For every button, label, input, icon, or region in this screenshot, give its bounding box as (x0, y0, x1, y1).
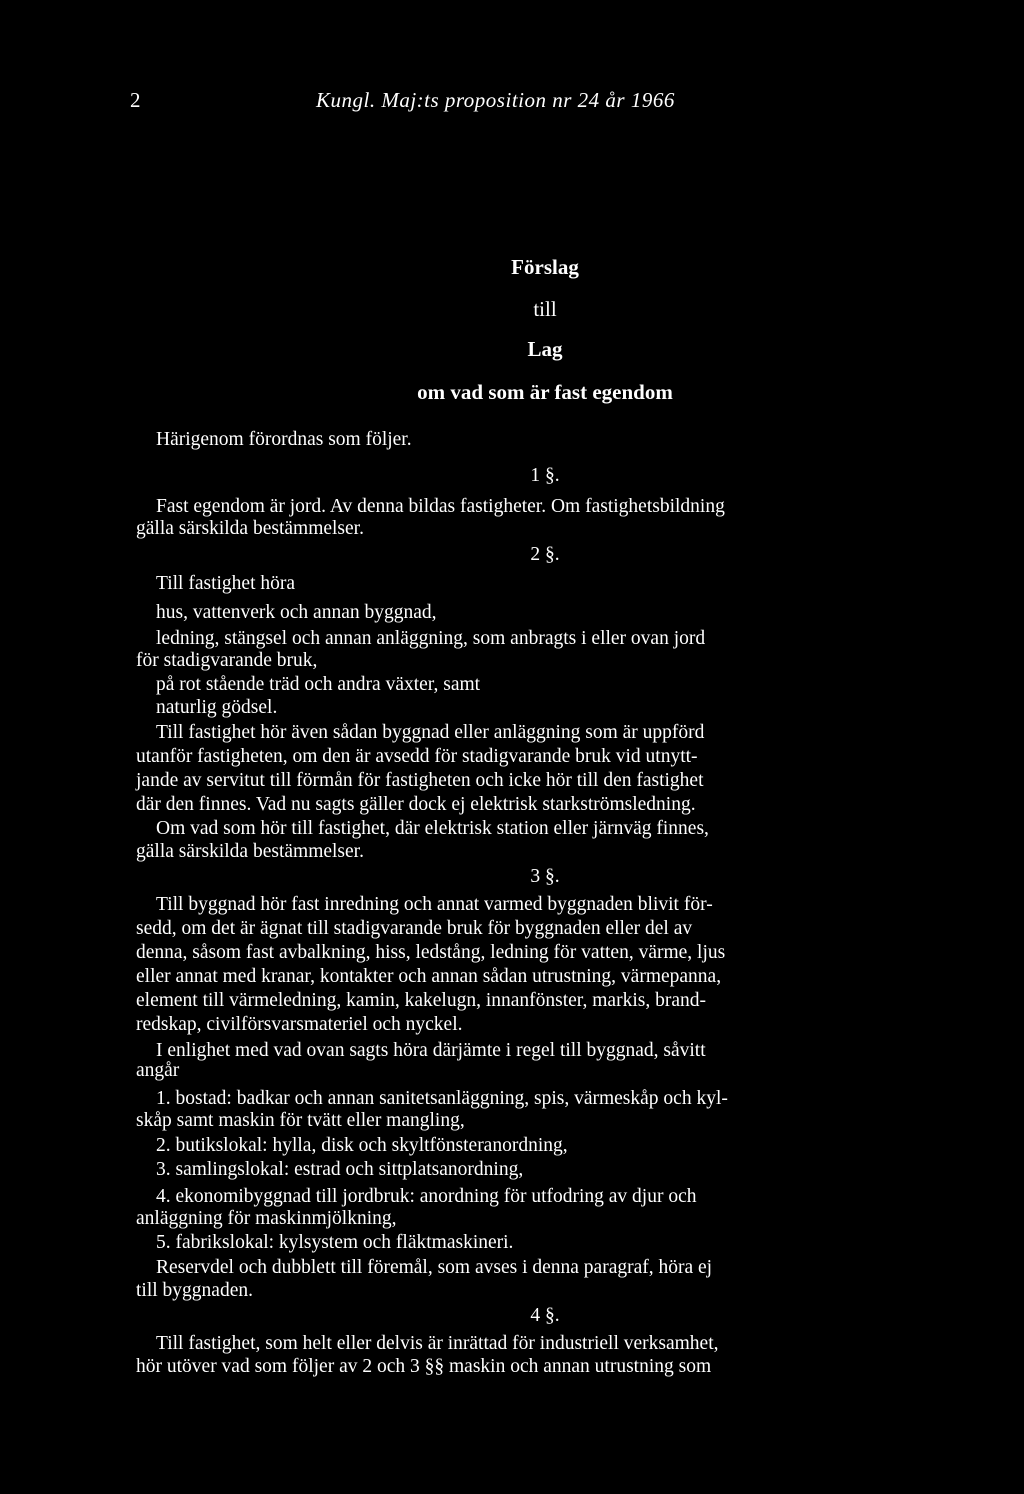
section-2-mark: 2 §. (530, 544, 560, 565)
s2-line: för stadigvarande bruk, (136, 650, 318, 671)
s3-line: sedd, om det är ägnat till stadigvarande bruk för byggnaden eller del av (136, 918, 693, 939)
s1-line: gälla särskilda bestämmelser. (136, 518, 364, 539)
s3-line: denna, såsom fast avbalkning, hiss, ledstång, ledning för vatten, värme, ljus (136, 942, 726, 963)
s2-line: utanför fastigheten, om den är avsedd för stadigvarande bruk vid utnytt- (136, 746, 698, 767)
s3-line: 5. fabrikslokal: kylsystem och fläktmaskineri. (156, 1232, 514, 1253)
s3-line: redskap, civilförsvarsmateriel och nyckel. (136, 1014, 463, 1035)
s2-line: hus, vattenverk och annan byggnad, (156, 602, 437, 623)
s3-line: I enlighet med vad ovan sagts höra därjämte i regel till byggnad, såvitt (156, 1040, 706, 1061)
s4-line: hör utöver vad som följer av 2 och 3 §§ maskin och annan utrustning som (136, 1356, 712, 1377)
s2-line: ledning, stängsel och annan anläggning, som anbragts i eller ovan jord (156, 628, 706, 649)
s3-line: eller annat med kranar, kontakter och annan sådan utrustning, värmepanna, (136, 966, 722, 987)
s2-line: jande av servitut till förmån för fastigheten och icke hör till den fastighet (136, 770, 704, 791)
s2-line: gälla särskilda bestämmelser. (136, 841, 364, 862)
s2-line: Till fastighet hör även sådan byggnad eller anläggning som är uppförd (156, 722, 705, 743)
heading-forslag: Förslag (511, 255, 579, 279)
page-number: 2 (130, 88, 141, 112)
s3-line: skåp samt maskin för tvätt eller mangling, (136, 1110, 465, 1131)
section-4-mark: 4 §. (530, 1305, 560, 1326)
s3-line: element till värmeledning, kamin, kakelugn, innanfönster, markis, brand- (136, 990, 706, 1011)
s1-line: Fast egendom är jord. Av denna bildas fastigheter. Om fastighetsbildning (156, 496, 725, 517)
intro-text: Härigenom förordnas som följer. (156, 429, 412, 450)
s3-line: till byggnaden. (136, 1280, 253, 1301)
s3-line: Till byggnad hör fast inredning och annat varmed byggnaden blivit för- (156, 894, 713, 915)
heading-till: till (533, 297, 557, 321)
s3-line: Reservdel och dubblett till föremål, som avses i denna paragraf, höra ej (156, 1257, 713, 1278)
s2-line: Till fastighet höra (156, 573, 296, 594)
s3-line: 2. butikslokal: hylla, disk och skyltfönsteranordning, (156, 1135, 568, 1156)
section-1-mark: 1 §. (530, 465, 560, 486)
running-header: Kungl. Maj:ts proposition nr 24 år 1966 (316, 88, 675, 112)
heading-lag: Lag (527, 337, 563, 361)
s3-line: 4. ekonomibyggnad till jordbruk: anordning för utfodring av djur och (156, 1186, 697, 1207)
s2-line: där den finnes. Vad nu sagts gäller dock ej elektrisk starkströmsledning. (136, 794, 696, 815)
s2-line: naturlig gödsel. (156, 697, 278, 718)
heading-subject: om vad som är fast egendom (417, 380, 673, 404)
s2-line: Om vad som hör till fastighet, där elektrisk station eller järnväg finnes, (156, 818, 709, 839)
s2-line: på rot stående träd och andra växter, samt (156, 674, 481, 695)
s3-line: 3. samlingslokal: estrad och sittplatsanordning, (156, 1159, 524, 1180)
s3-line: 1. bostad: badkar och annan sanitetsanläggning, spis, värmeskåp och kyl- (156, 1088, 728, 1109)
s3-line: anläggning för maskinmjölkning, (136, 1208, 397, 1229)
section-3-mark: 3 §. (530, 866, 560, 887)
s3-line: angår (136, 1060, 180, 1081)
s4-line: Till fastighet, som helt eller delvis är inrättad för industriell verksamhet, (156, 1333, 719, 1354)
